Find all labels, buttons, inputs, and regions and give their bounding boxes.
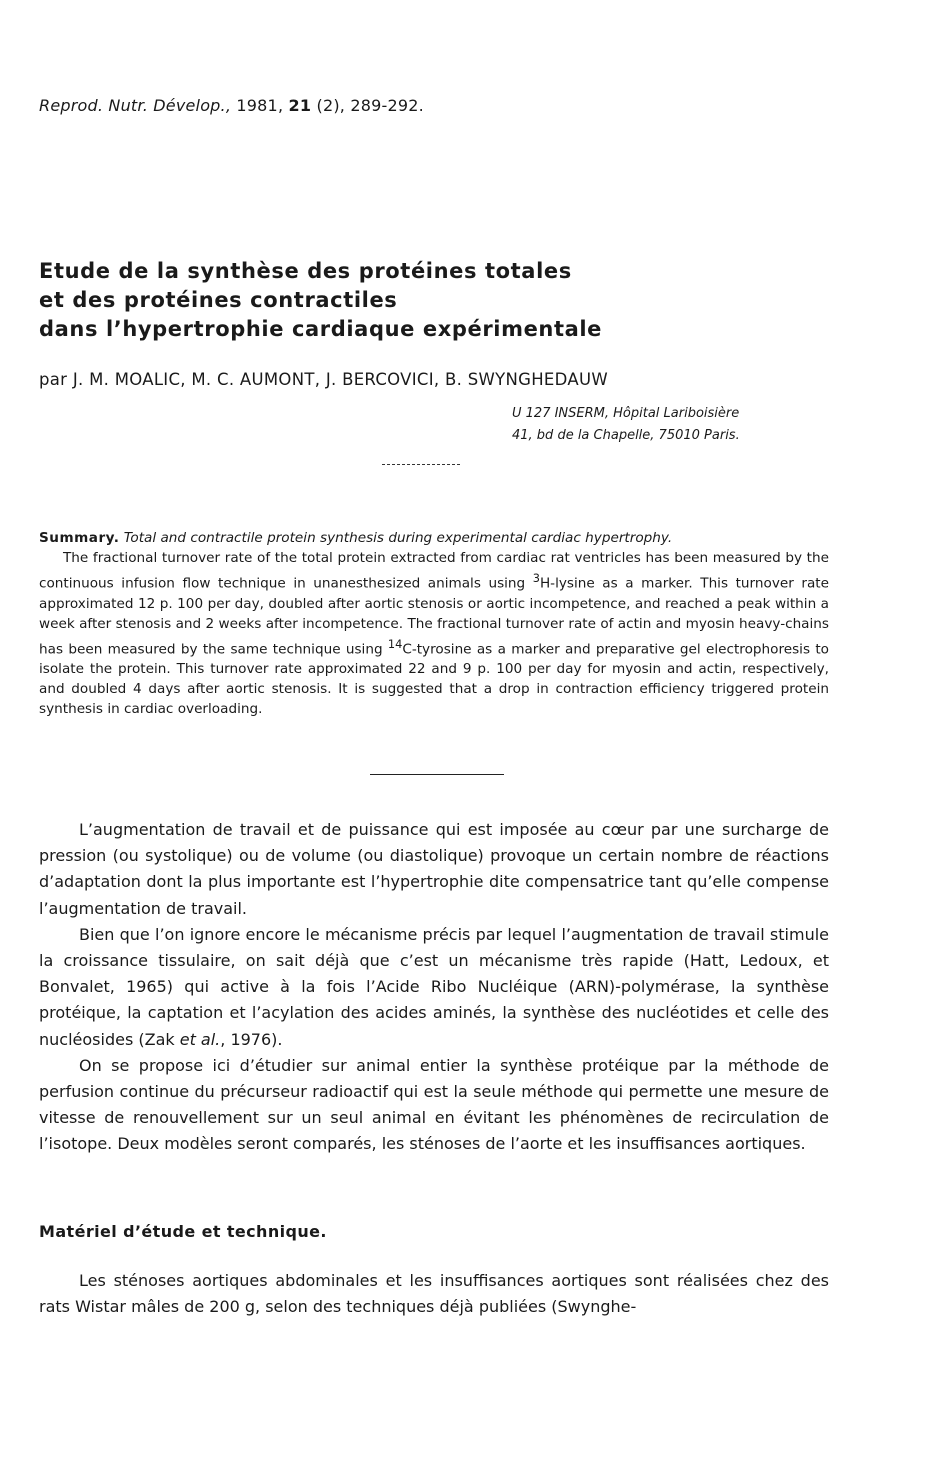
- summary-superscript-a: 3: [532, 571, 540, 585]
- body-paragraph-2-a: Bien que l’on ignore encore le mécanisme précis par lequel l’augmentation de travail stimule la croissance tissulaire, on sait déjà que c’est un mécanisme très rapide (Hatt, Ledoux, et Bonvalet, 1965) qui active à la fois l’Acide Ribo Nucléique (ARN)-polymérase, la synthèse protéique, la captation et l’acylation des acides aminés, la synthèse des nucléotides et celle des nucléosides (Zak: [39, 924, 829, 1049]
- summary-paragraph: [39, 548, 829, 719]
- summary-superscript-b: 14: [387, 636, 403, 651]
- title-line-1: Etude de la synthèse des protéines totales: [39, 259, 572, 283]
- body-paragraph-3: On se propose ici d’étudier sur animal entier la synthèse protéique par la méthode de perfusion continue du précurseur radioactif qui est la seule méthode qui permette une mesure de vitesse de renouvellement sur un seul animal en évitant les phénomènes de recirculation de l’isotope. Deux modèles seront comparés, les sténoses de l’aorte et les insuffisances aortiques.: [39, 1055, 829, 1154]
- section-paragraph-1: Les sténoses aortiques abdominales et les insuffisances aortiques sont réalisées chez des rats Wistar mâles de 200 g, selon des techniques déjà publiées (Swynghe-: [39, 1271, 829, 1317]
- body-paragraph-2: [39, 922, 829, 1053]
- affiliation-line-1: U 127 INSERM, Hôpital Lariboisière: [512, 406, 740, 421]
- summary-text-c: C-tyrosine as a marker and preparative gel electrophoresis to isolate the protein. This turnover rate approximated 22 and 9 p. 100 per day for myosin and actin, respectively, and doubled 4 days after aortic stenosis. It is suggested that a drop in contraction efficiency triggered protein synthesis in cardiac overloading.: [39, 641, 829, 718]
- summary-text-b: H-lysine as a marker. This turnover rate approximated 12 p. 100 per day, doubled after aortic stenosis or aortic incompetence, and reached a peak within a week after stenosis and 2 weeks after incompetence. The fractional turnover rate of actin and myosin heavy-chains has been measured by the same technique using: [39, 575, 829, 658]
- body-paragraph-1: L’augmentation de travail et de puissance qui est imposée au cœur par une surcharge de pression (ou systolique) ou de volume (ou diastolique) provoque un certain nombre de réactions d’adaptation dont la plus importante est l’hypertrophie dite compensatrice tant qu’elle compense l’augmentation de travail.: [39, 820, 829, 918]
- journal-volume: 21: [288, 96, 312, 115]
- summary-text-a: The fractional turnover rate of the total protein extracted from cardiac rat ventricles has been measured by the continuous infusion flow technique in unanesthesized animals using: [39, 550, 829, 592]
- summary-subtitle: Total and contractile protein synthesis during experimental cardiac hypertrophy.: [123, 530, 673, 546]
- journal-year: 1981,: [236, 96, 284, 115]
- summary-block: [39, 528, 829, 719]
- body-paragraph-2-et-al: et al.: [179, 1029, 221, 1049]
- title-line-2: et des protéines contractiles: [39, 288, 398, 312]
- affiliation-line-2: 41, bd de la Chapelle, 75010 Paris.: [512, 428, 740, 443]
- journal-name: Reprod. Nutr. Dévelop.,: [39, 96, 232, 115]
- title-line-3: dans l’hypertrophie cardiaque expérimentale: [39, 317, 603, 341]
- journal-issue-pages: (2), 289-292.: [316, 96, 424, 115]
- journal-reference: [39, 96, 424, 115]
- summary-heading: Summary.: [39, 530, 120, 546]
- section-text: [39, 1268, 829, 1320]
- summary-heading-line: [39, 528, 829, 548]
- body-paragraph-2-b: , 1976).: [220, 1029, 283, 1049]
- dashed-separator: [382, 464, 460, 465]
- horizontal-rule: [370, 774, 504, 775]
- author-list: par J. M. MOALIC, M. C. AUMONT, J. BERCOVICI, B. SWYNGHEDAUW: [39, 370, 608, 389]
- section-heading: Matériel d’étude et technique.: [39, 1222, 327, 1241]
- article-title: [39, 257, 899, 344]
- affiliation: [512, 403, 740, 447]
- introduction-text: [39, 817, 829, 1158]
